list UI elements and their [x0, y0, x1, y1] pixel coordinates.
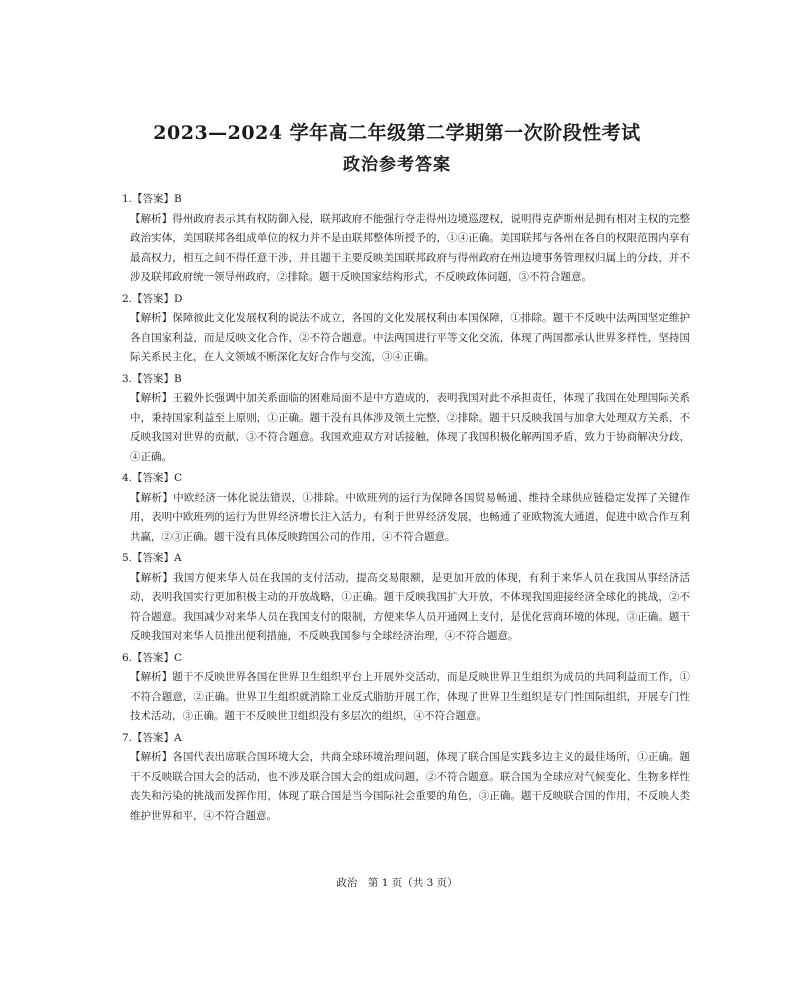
question-item: [118, 729, 690, 827]
explanation-text: 【解析】得州政府表示其有权防御入侵，联邦政府不能强行夺走得州边境巡逻权，说明得克萨斯州是拥有相对主权的完整政治实体，美国联邦各组成单位的权力并不是由联邦整体所授予的，①④正确。美国联邦与各州在各自的权限范围内享有最高权力，相互之间不得任意干涉，并且题干主要反映美国联邦政府与得州政府在州边境事务管理权归属上的分歧，并不涉及联邦政府统一领导州政府，②排除。题干反映国家结构形式，不反映政体问题，③不符合题意。: [130, 212, 690, 283]
explanation-text: 【解析】题干不反映世界各国在世界卫生组织平台上开展外交活动，而是反映世界卫生组织为成员的共同利益而工作，①不符合题意，②正确。世界卫生组织就消除工业反式脂肪开展工作，体现了世界卫生组织是专门性国际组织，开展专门性技术活动，③正确。题干不反映世卫组织没有多层次的组织，④不符合题意。: [130, 671, 690, 722]
question-number: 2.: [121, 292, 132, 305]
question-item: [118, 290, 690, 368]
answer-label: 【答案】B: [132, 193, 182, 205]
question-item: [118, 469, 690, 547]
question-number: 7.: [121, 731, 132, 744]
answer-label: 【答案】C: [132, 651, 183, 664]
answer-label: 【答案】D: [132, 292, 183, 305]
question-item: [118, 649, 690, 727]
page-subtitle: 政治参考答案: [343, 155, 451, 175]
explanation-text: 【解析】中欧经济一体化说法错误，①排除。中欧班列的运行为保障各国贸易畅通、维持全球供应链稳定发挥了关键作用，表明中欧班列的运行为世界经济增长注入活力，有利于世界经济发展，也畅通了亚欧物流大通道，促进中欧合作互利共赢，②③正确。题干没有具体反映跨国公司的作用，④不符合题意。: [130, 491, 690, 543]
question-item: [118, 549, 690, 647]
question-number: 6.: [121, 651, 132, 664]
answer-label: 【答案】A: [132, 731, 182, 744]
explanation-text: 【解析】各国代表出席联合国环境大会，共商全球环境治理问题，体现了联合国是实践多边主义的最佳场所，①正确。题干不反映联合国大会的活动，也不涉及联合国大会的组成问题，②不符合题意。联合国为全球应对气候变化、生物多样性丧失和污染的挑战而发挥作用，体现了联合国是当今国际社会重要的角色，③正确。题干反映联合国的作用，不反映人类维护世界和平，④不符合题意。: [130, 751, 690, 822]
page-footer: 政治 第 1 页（共 3 页）: [336, 877, 458, 889]
answers-list: [118, 190, 690, 828]
question-number: 5.: [121, 552, 132, 564]
question-item: [118, 370, 690, 468]
question-number: 3.: [121, 372, 132, 385]
answer-label: 【答案】C: [132, 472, 183, 484]
question-item: [118, 190, 690, 288]
question-number: 4.: [121, 472, 132, 484]
explanation-text: 【解析】我国方便来华人员在我国的支付活动，提高交易限额，是更加开放的体现，有利于来华人员在我国从事经济活动，表明我国实行更加积极主动的开放战略，①正确。题干反映我国扩大开放，不体现我国迎接经济全球化的挑战，②不符合题意。我国减少对来华人员在我国支付的限制，方便来华人员开通网上支付，是优化营商环境的体现，③正确。题干反映我国对来华人员推出便利措施，不反映我国参与全球经济治理，④不符合题意。: [130, 571, 690, 642]
page-title: 2023—2024 学年高二年级第二学期第一次阶段性考试: [153, 122, 641, 144]
explanation-text: 【解析】王毅外长强调中加关系面临的困难局面不是中方造成的，表明我国对此不承担责任，体现了我国在处理国际关系中，秉持国家利益至上原则，①正确。题干没有具体涉及领土完整，②排除。题干只反映我国与加拿大处理双方关系，不反映我国对世界的贡献，③不符合题意。我国欢迎双方对话接触，体现了我国积极化解两国矛盾，致力于协商解决分歧，④正确。: [130, 392, 690, 463]
explanation-text: 【解析】保障彼此文化发展权利的说法不成立，各国的文化发展权利由本国保障，①排除。题干不反映中法两国坚定维护各自国家利益，而是反映文化合作，②不符合题意。中法两国进行平等文化交流，体现了两国都承认世界多样性，坚持国际关系民主化，在人文领域不断深化友好合作与交流，③④正确。: [130, 312, 690, 363]
answer-label: 【答案】B: [132, 372, 182, 385]
question-number: 1.: [121, 193, 132, 205]
answer-label: 【答案】A: [132, 552, 182, 564]
